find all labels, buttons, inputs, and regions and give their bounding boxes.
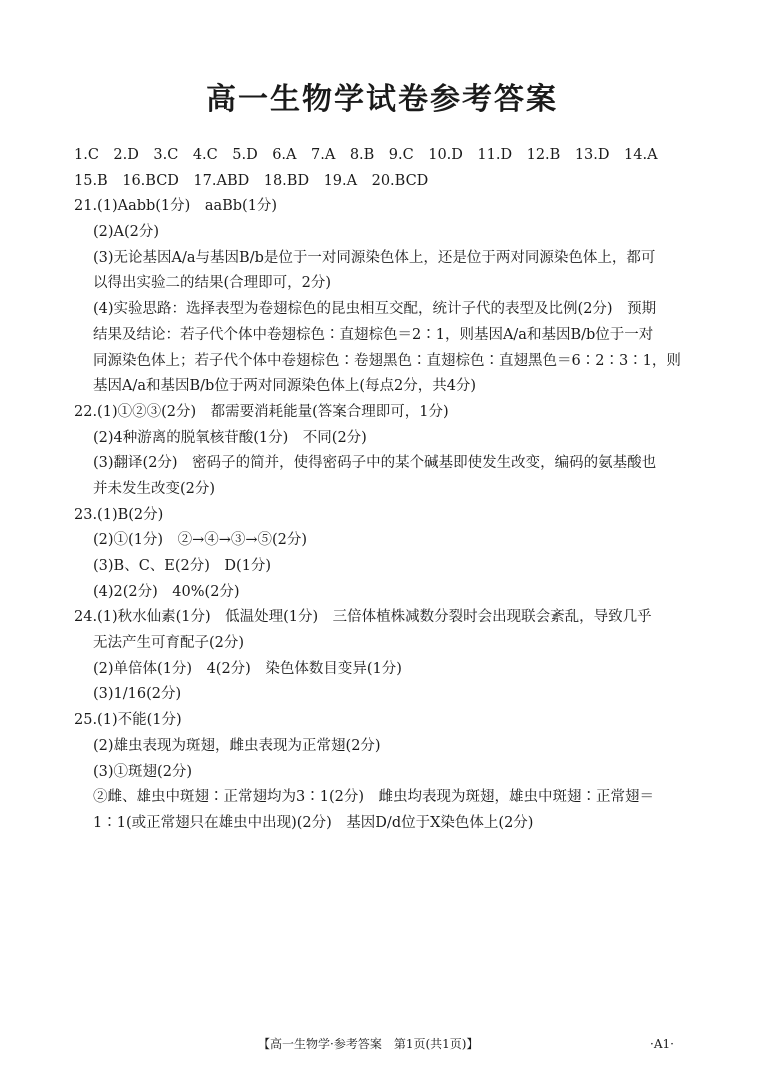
answer-content — [74, 143, 704, 837]
answer-line: (2)①(1分) ②→④→③→⑤(2分) — [93, 532, 308, 549]
answer-line: ②雌、雄虫中斑翅∶正常翅均为3∶1(2分) 雌虫均表现为斑翅，雄虫中斑翅∶正常翅＝ — [93, 789, 654, 806]
answer-line: 24.(1)秋水仙素(1分) 低温处理(1分) 三倍体植株减数分裂时会出现联会紊乱，导致几乎 — [74, 609, 652, 626]
footer-page-info: 【高一生物学·参考答案 第1页(共1页)】 — [258, 1037, 479, 1051]
answer-line: (2)A(2分) — [93, 224, 160, 241]
answer-line: 1∶1(或正常翅只在雄虫中出现)(2分) 基因D/d位于X染色体上(2分) — [93, 814, 534, 831]
footer-code: ·A1· — [650, 1037, 674, 1051]
answer-line: 23.(1)B(2分) — [74, 506, 164, 523]
answer-line: 无法产生可育配子(2分) — [93, 635, 245, 652]
answer-line: 21.(1)Aabb(1分) aaBb(1分) — [74, 198, 278, 215]
answer-line: 同源染色体上；若子代个体中卷翅棕色∶卷翅黑色∶直翅棕色∶直翅黑色＝6∶2∶3∶1，则 — [93, 352, 681, 369]
answer-line: 25.(1)不能(1分) — [74, 712, 182, 729]
answer-line: (3)无论基因A/a与基因B/b是位于一对同源染色体上，还是位于两对同源染色体上，都可 — [93, 249, 656, 266]
answer-line: (2)单倍体(1分) 4(2分) 染色体数目变异(1分) — [93, 660, 402, 677]
answer-line: (4)实验思路：选择表型为卷翅棕色的昆虫相互交配，统计子代的表型及比例(2分) 预期 — [93, 301, 657, 318]
answer-line: 以得出实验二的结果(合理即可，2分) — [93, 275, 332, 292]
answer-line: 基因A/a和基因B/b位于两对同源染色体上(每点2分，共4分) — [93, 378, 477, 395]
page-title: 高一生物学试卷参考答案 — [206, 82, 558, 117]
answer-line: (3)①斑翅(2分) — [93, 763, 193, 780]
answer-line: 1.C 2.D 3.C 4.C 5.D 6.A 7.A 8.B 9.C 10.D 11.D 12.B 13.D 14.A — [74, 147, 658, 163]
answer-line: (3)1/16(2分) — [93, 686, 182, 703]
answer-line: 15.B 16.BCD 17.ABD 18.BD 19.A 20.BCD — [74, 172, 429, 189]
answer-line: (4)2(2分) 40%(2分) — [93, 583, 240, 600]
answer-line: (3)翻译(2分) 密码子的简并，使得密码子中的某个碱基即使发生改变，编码的氨基酸也 — [93, 455, 657, 472]
answer-line: 22.(1)①②③(2分) 都需要消耗能量(答案合理即可，1分) — [74, 403, 449, 420]
answer-line: 并未发生改变(2分) — [93, 480, 216, 497]
answer-line: (2)雄虫表现为斑翅，雌虫表现为正常翅(2分) — [93, 737, 381, 754]
answer-line: (3)B、C、E(2分) D(1分) — [93, 558, 272, 574]
answer-line: (2)4种游离的脱氧核苷酸(1分) 不同(2分) — [93, 429, 367, 446]
answer-line: 结果及结论：若子代个体中卷翅棕色∶直翅棕色＝2∶1，则基因A/a和基因B/b位于一对 — [93, 326, 654, 343]
